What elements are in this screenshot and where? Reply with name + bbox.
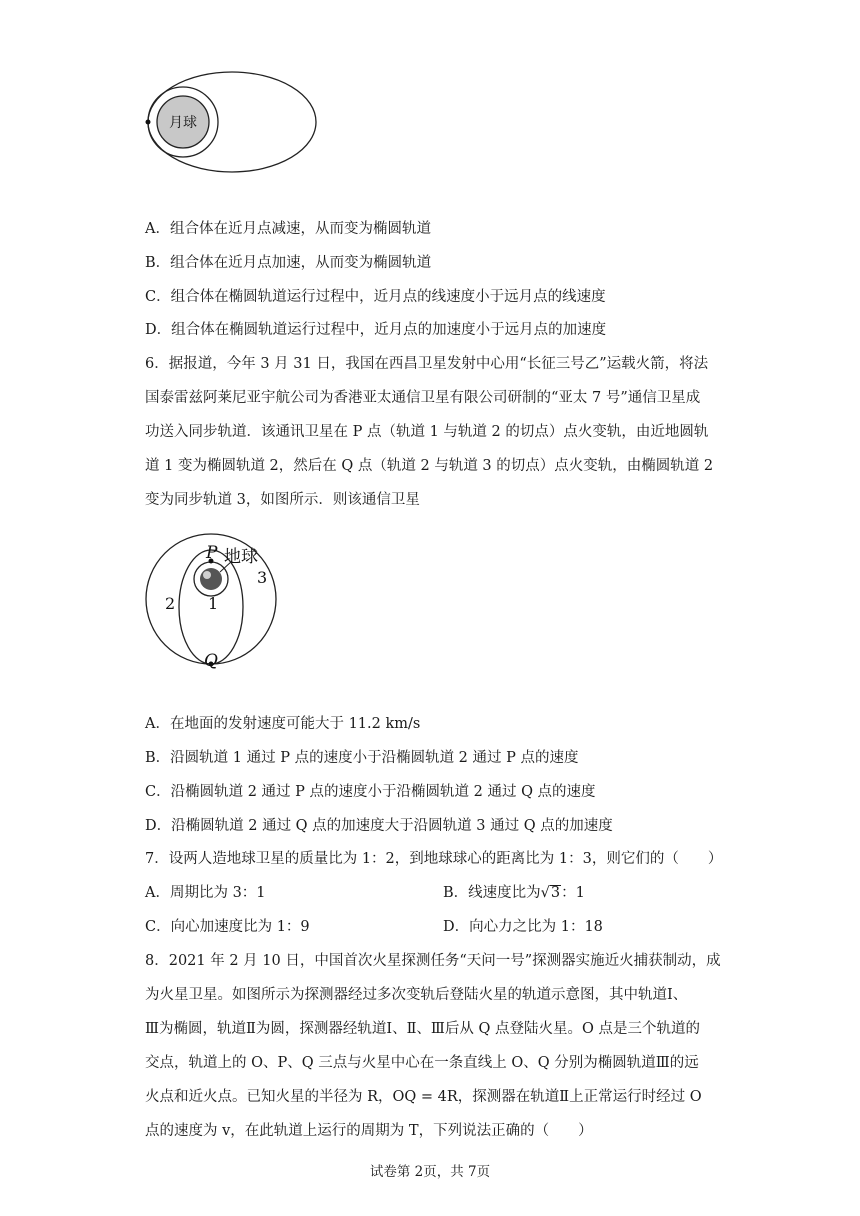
q6-option-a: A．在地面的发射速度可能大于 11.2 km/s — [145, 716, 421, 732]
q7-option-b-suffix: ：1 — [561, 885, 585, 901]
moon-orbit-figure — [140, 65, 320, 180]
label-orbit-2: 2 — [165, 594, 176, 613]
q5-option-a: A．组合体在近月点减速，从而变为椭圆轨道 — [145, 221, 431, 237]
q7-option-c: C．向心加速度比为 1：9 — [145, 919, 310, 935]
q7-stem: 7．设两人造地球卫星的质量比为 1：2，到地球球心的距离比为 1：3，则它们的（ ） — [145, 851, 723, 867]
q7-option-b-prefix: B．线速度比为 — [443, 885, 541, 901]
q6-stem-line: 道 1 变为椭圆轨道 2，然后在 Q 点（轨道 2 与轨道 3 的切点）点火变轨，由椭圆轨道 2 — [145, 458, 714, 474]
q7-option-a: A．周期比为 3：1 — [145, 885, 266, 901]
q7-option-d: D．向心力之比为 1：18 — [443, 919, 603, 935]
q8-stem-line: 点的速度为 v，在此轨道上运行的周期为 T，下列说法正确的（ ） — [145, 1123, 593, 1139]
q8-stem-line: 火点和近火点。已知火星的半径为 R，OQ = 4R，探测器在轨道Ⅱ上正常运行时经过 O — [145, 1089, 702, 1105]
earth-highlight — [203, 571, 211, 579]
label-orbit-1: 1 — [208, 594, 219, 613]
sqrt-sign: √ — [540, 885, 550, 901]
q6-stem-line: 变为同步轨道 3，如图所示．则该通信卫星 — [145, 492, 420, 508]
label-orbit-3: 3 — [257, 568, 268, 587]
q6-stem-line: 国泰雷兹阿莱尼亚宇航公司为香港亚太通信卫星有限公司研制的“亚太 7 号”通信卫星成 — [145, 390, 701, 406]
q6-option-d: D．沿椭圆轨道 2 通过 Q 点的加速度大于沿圆轨道 3 通过 Q 点的加速度 — [145, 818, 613, 834]
q6-stem-line: 功送入同步轨道．该通讯卫星在 P 点（轨道 1 与轨道 2 的切点）点火变轨，由近地圆轨 — [145, 424, 709, 440]
sqrt-radicand: 3 — [550, 885, 561, 901]
q8-stem-line: 为火星卫星。如图所示为探测器经过多次变轨后登陆火星的轨道示意图，其中轨道Ⅰ、 — [145, 987, 688, 1003]
moon-label: 月球 — [169, 115, 197, 131]
q5-option-d: D．组合体在椭圆轨道运行过程中，近月点的加速度小于远月点的加速度 — [145, 322, 607, 338]
perilune-point — [146, 120, 151, 125]
q5-option-b: B．组合体在近月点加速，从而变为椭圆轨道 — [145, 255, 432, 271]
q6-stem-line: 6．据报道，今年 3 月 31 日，我国在西昌卫星发射中心用“长征三号乙”运载火箭，将法 — [145, 356, 709, 372]
label-earth: 地球 — [224, 547, 258, 567]
q5-option-c: C．组合体在椭圆轨道运行过程中，近月点的线速度小于远月点的线速度 — [145, 289, 606, 305]
q6-option-b: B．沿圆轨道 1 通过 P 点的速度小于沿椭圆轨道 2 通过 P 点的速度 — [145, 750, 579, 766]
page-footer: 试卷第 2页，共 7页 — [369, 1164, 491, 1180]
label-p: P — [206, 543, 218, 563]
earth-body — [200, 568, 222, 590]
earth-orbit-figure — [140, 528, 290, 673]
q6-option-c: C．沿椭圆轨道 2 通过 P 点的速度小于沿椭圆轨道 2 通过 Q 点的速度 — [145, 784, 596, 800]
q7-option-b — [443, 883, 585, 903]
q8-stem-line: 交点，轨道上的 O、P、Q 三点与火星中心在一条直线上 O、Q 分别为椭圆轨道Ⅲ的远 — [145, 1055, 699, 1071]
q8-stem-line: Ⅲ为椭圆，轨道Ⅱ为圆，探测器经轨道Ⅰ、Ⅱ、Ⅲ后从 Q 点登陆火星。O 点是三个轨道的 — [145, 1021, 701, 1037]
q8-stem-line: 8．2021 年 2 月 10 日，中国首次火星探测任务“天问一号”探测器实施近火捕获制动，成 — [145, 953, 721, 969]
label-q: Q — [204, 651, 218, 671]
